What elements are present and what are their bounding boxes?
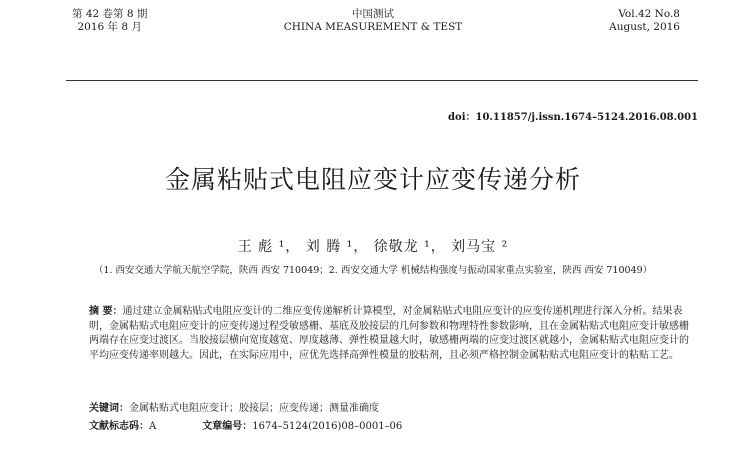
keywords-label: 关键词： — [89, 403, 129, 414]
abstract-text: 通过建立金属粘贴式电阻应变计的二维应变传递解析计算模型，对金属粘贴式电阻应变计的应变传递机理进行深入分析。结果表明，金属粘贴式电阻应变计的应变传递过程受敏感栅、基底及胶接层的几何参数和物理特性参数影响，且在金属粘贴式电阻应变计敏感栅两端存在应变过渡区。当胶接层横向宽度越宽、厚度越薄、弹性模量越大时，敏感栅两端的应变过渡区就越小，金属粘贴式电阻应变计的平均应变传递率则越大。因此，在实际应用中，应优先选择高弹性模量的胶粘剂，且必须严格控制金属粘贴式电阻应变计的粘贴工艺。 — [89, 306, 689, 361]
journal-header — [0, 8, 746, 44]
article-number-label: 文章编号： — [202, 421, 253, 432]
journal-name-cn: 中国测试 — [352, 8, 394, 20]
volume-issue-en — [609, 8, 680, 34]
date-line: 2016 年 8 月 — [77, 21, 142, 33]
article-number-value: 1674–5124(2016)08–0001–06 — [252, 421, 403, 432]
document-codes — [89, 417, 689, 432]
authors: 王 彪 ¹， 刘 腾 ¹， 徐敬龙 ¹， 刘马宝 ² — [237, 239, 509, 255]
volume-issue-line-en: Vol.42 No.8 — [618, 8, 680, 20]
doi[interactable]: doi：10.11857/j.issn.1674–5124.2016.08.001 — [448, 112, 698, 123]
affiliation: （1. 西安交通大学航天航空学院，陕西 西安 710049；2. 西安交通大学 机械结构强度与振动国家重点实验室，陕西 西安 710049） — [93, 265, 653, 276]
doc-code-label: 文献标志码： — [89, 421, 149, 432]
volume-issue-line: 第 42 卷第 8 期 — [72, 8, 148, 20]
doc-code-value: A — [149, 421, 157, 432]
header-rule — [66, 80, 698, 81]
abstract-label: 摘 要： — [89, 306, 123, 317]
paper-title: 金属粘贴式电阻应变计应变传递分析 — [164, 165, 581, 194]
keywords — [89, 399, 689, 414]
journal-name-en: CHINA MEASUREMENT & TEST — [283, 21, 463, 33]
abstract — [89, 305, 689, 363]
keywords-text: 金属粘贴式电阻应变计；胶接层；应变传递；测量准确度 — [129, 403, 379, 414]
date-line-en: August, 2016 — [609, 21, 680, 33]
